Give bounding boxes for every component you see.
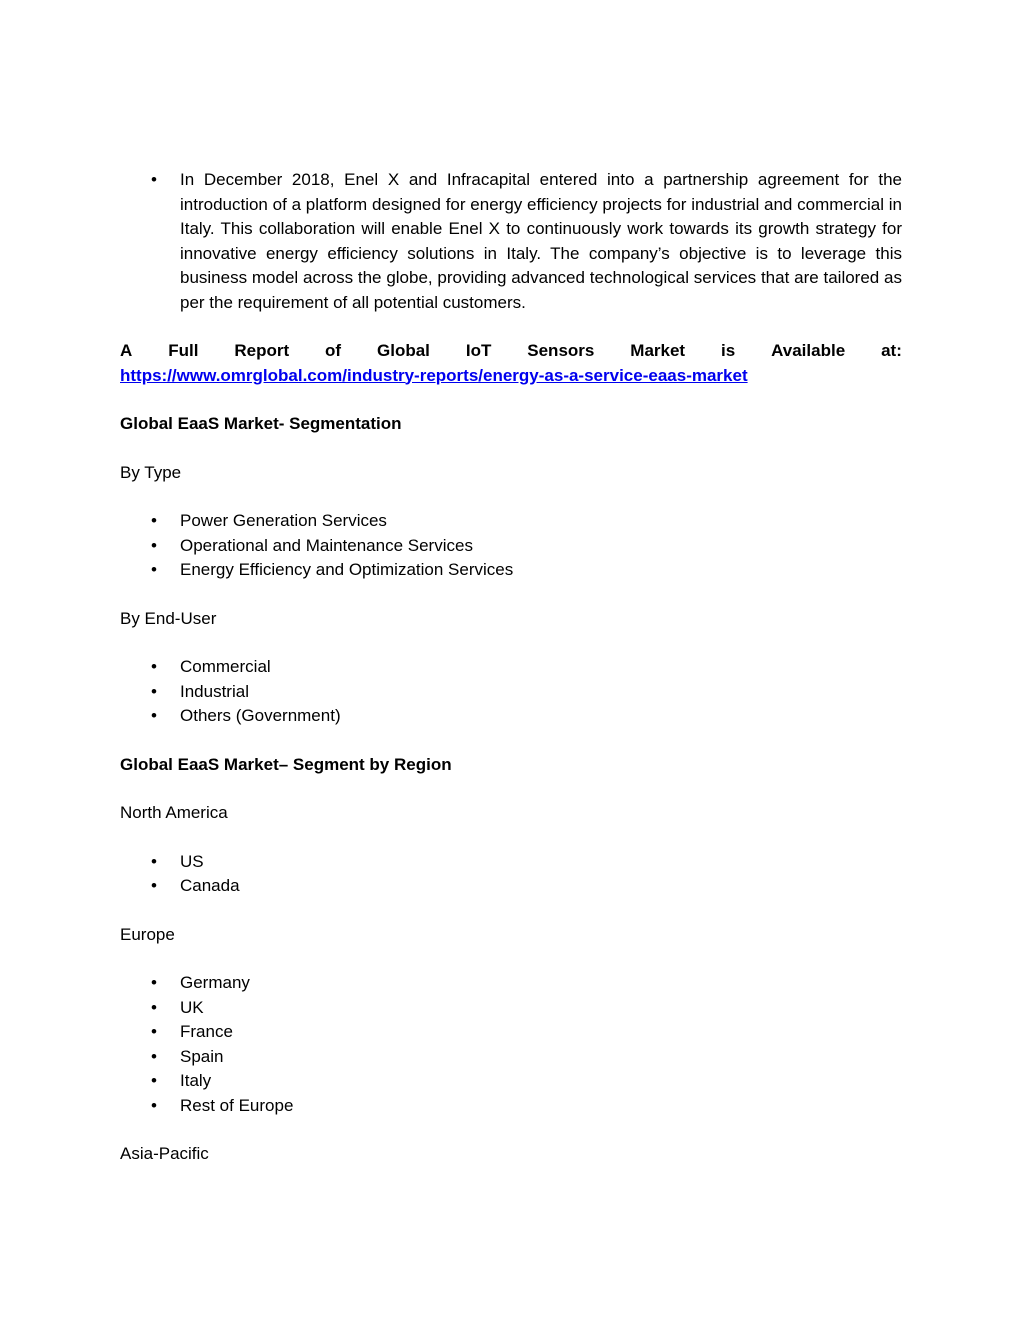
list-item-label: Energy Efficiency and Optimization Services: [180, 560, 514, 579]
bullet-icon: •: [151, 1071, 157, 1090]
report-word: Available: [771, 341, 846, 360]
list-item: [120, 1094, 902, 1119]
by-type-label: By Type: [120, 462, 182, 482]
europe-list: [120, 971, 902, 1118]
list-item-label: Canada: [180, 876, 240, 895]
list-item: [120, 534, 902, 559]
list-item-label: Power Generation Services: [180, 511, 387, 530]
list-item-label: Italy: [180, 1071, 212, 1090]
region-heading: Global EaaS Market– Segment by Region: [120, 754, 452, 774]
list-item-label: Commercial: [180, 657, 271, 676]
report-word: Sensors: [527, 341, 595, 360]
list-item: [120, 850, 902, 875]
report-word: Global: [377, 341, 430, 360]
list-item: [120, 655, 902, 680]
north-america-label: North America: [120, 803, 228, 822]
report-link[interactable]: https://www.omrglobal.com/industry-reports/energy-as-a-service-eaas-market: [120, 365, 748, 385]
by-type-list: [120, 509, 902, 583]
bullet-icon: •: [151, 170, 157, 189]
bullet-icon: •: [151, 973, 157, 992]
report-line: [120, 339, 902, 364]
list-item-label: US: [180, 851, 204, 871]
list-item-label: Spain: [180, 1046, 224, 1066]
bullet-icon: •: [151, 1022, 157, 1041]
document-page: [120, 168, 902, 1167]
bullet-icon: •: [151, 560, 157, 579]
bullet-icon: •: [151, 851, 157, 871]
report-word: A: [120, 341, 133, 360]
list-item: [120, 996, 902, 1021]
list-item: [120, 558, 902, 583]
list-item: [120, 1020, 902, 1045]
report-word: of: [325, 341, 342, 360]
bullet-icon: •: [151, 657, 157, 676]
bullet-icon: •: [151, 681, 157, 701]
list-item: [120, 1069, 902, 1094]
by-end-user-list: [120, 655, 902, 729]
intro-bullet-item: [120, 168, 902, 315]
report-word: Report: [234, 341, 290, 360]
list-item-label: Germany: [180, 973, 250, 992]
bullet-icon: •: [151, 876, 157, 895]
list-item-label: Others (Government): [180, 706, 341, 725]
list-item: [120, 874, 902, 899]
list-item: [120, 704, 902, 729]
list-item: [120, 680, 902, 705]
report-word: at:: [881, 341, 902, 360]
list-item: [120, 971, 902, 996]
list-item: [120, 1045, 902, 1070]
list-item-label: Industrial: [180, 681, 249, 701]
list-item-label: Rest of Europe: [180, 1095, 294, 1115]
bullet-icon: •: [151, 1046, 157, 1066]
report-word: is: [721, 341, 736, 360]
europe-label: Europe: [120, 924, 175, 944]
bullet-icon: •: [151, 997, 157, 1017]
list-item-label: UK: [180, 997, 204, 1017]
by-end-user-label: By End-User: [120, 608, 217, 628]
bullet-icon: •: [151, 706, 157, 725]
segmentation-heading: Global EaaS Market- Segmentation: [120, 414, 402, 433]
north-america-list: [120, 850, 902, 899]
bullet-icon: •: [151, 535, 157, 555]
bullet-icon: •: [151, 1095, 157, 1115]
report-word: Market: [630, 341, 686, 360]
report-word: Full: [168, 341, 199, 360]
bullet-icon: •: [151, 511, 157, 530]
list-item: [120, 509, 902, 534]
report-word: IoT: [465, 341, 492, 360]
list-item-label: Operational and Maintenance Services: [180, 535, 473, 555]
list-item-label: France: [180, 1022, 233, 1041]
asia-pacific-label: Asia-Pacific: [120, 1144, 209, 1163]
intro-paragraph: In December 2018, Enel X and Infracapital entered into a partnership agreement for the introduction of a platform designed for energy efficiency projects for industrial and commercial in Italy. This collaboration will enable Enel X to continuously work towards its growth strategy for innovative energy efficiency solutions in Italy. The company’s objective is to leverage this business model across the globe, providing advanced technological services that are tailored as per the requirement of all potential customers.: [180, 170, 902, 312]
